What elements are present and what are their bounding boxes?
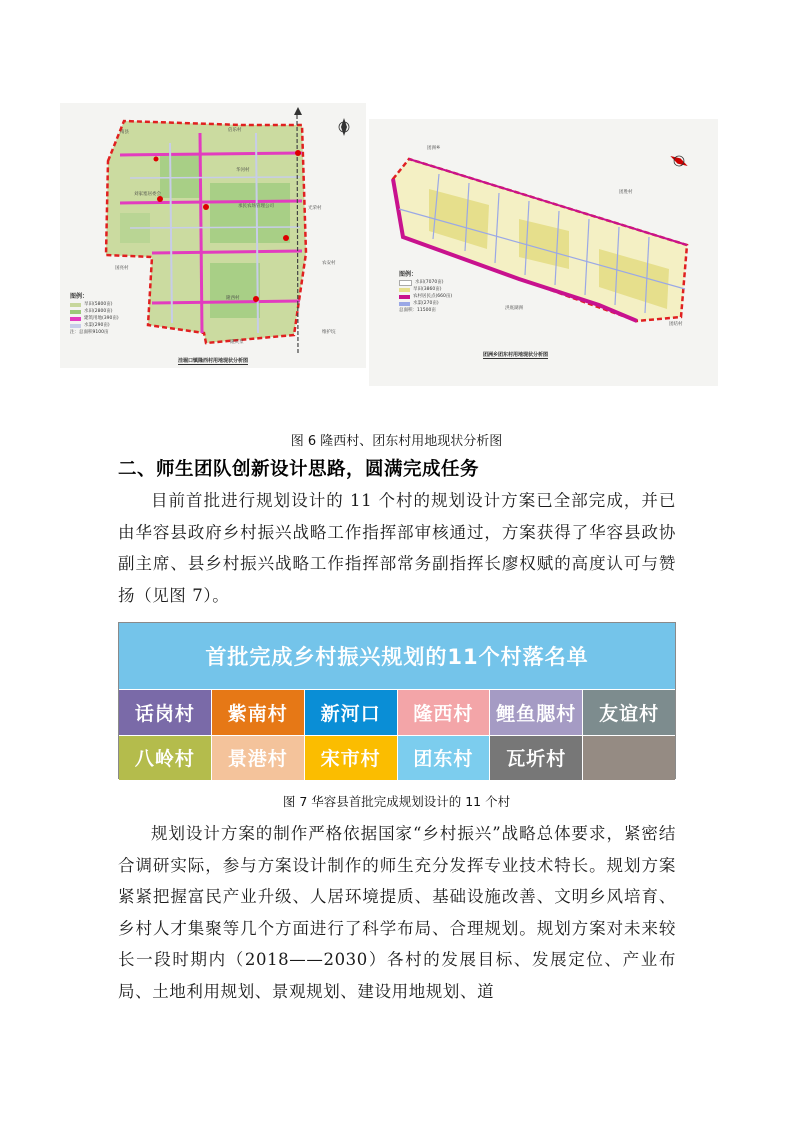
village-cell: 新河口 xyxy=(305,690,397,735)
legend-title: 图例： xyxy=(399,271,418,278)
longxi-land-use-map xyxy=(60,103,366,368)
north-arrow-icon xyxy=(339,118,349,136)
paragraph-1: 目前首批进行规划设计的 11 个村的规划设计方案已全部完成，并已由华容县政府乡村振兴战略工作指挥部审核通过，方案获得了华容县政协副主席、县乡村振兴战略工作指挥部常务副指挥长廖权赋的高度认可与赞扬（见图 7）。 xyxy=(118,491,676,605)
paragraph-2: 规划设计方案的制作严格依据国家“乡村振兴”战略总体要求，紧密结合调研实际，参与方案设计制作的师生充分发挥专业技术特长。规划方案紧紧把握富民产业升级、人居环境提质、基础设施改善、文明乡风培育、乡村人才集聚等几个方面进行了科学布局、合理规划。规划方案对未来较长一段时期内（2018——2030）各村的发展目标、发展定位、产业布局、土地利用规划、景观规划、建设用地规划、道 xyxy=(118,824,676,1001)
legend-item xyxy=(399,293,452,300)
tuandong-map-drawing xyxy=(369,119,718,386)
legend-label: 水渠(270亩) xyxy=(413,301,439,306)
figure-7-caption: 图 7 华容县首批完成规划设计的 11 个村 xyxy=(282,794,511,809)
map-label-guoliang: 国亮村 xyxy=(115,266,129,271)
map-label-nongan: 农安村 xyxy=(322,261,336,266)
legend-label: 建筑用地(390亩) xyxy=(84,316,119,321)
legend-note: 总面积：11500亩 xyxy=(399,308,436,313)
legend-item xyxy=(70,301,119,308)
legend-item xyxy=(399,300,452,307)
tuandong-land-use-map xyxy=(369,119,718,386)
legend-swatch xyxy=(399,295,410,299)
legend-swatch xyxy=(70,317,81,321)
empty-cell xyxy=(583,736,675,781)
legend-label: 水田(7070亩) xyxy=(415,280,444,285)
village-cell: 友谊村 xyxy=(583,690,675,735)
legend-item xyxy=(70,322,119,329)
tuandong-map-title: 团洲乡团东村用地现状分析图 xyxy=(483,352,549,358)
legend-item xyxy=(70,308,119,315)
legend-label: 水渠(290亩) xyxy=(84,323,110,328)
legend-label: 旱田(5800亩) xyxy=(84,302,113,307)
village-cell: 景港村 xyxy=(212,736,304,781)
tuandong-legend xyxy=(399,271,452,314)
legend-swatch xyxy=(70,303,81,307)
legend-item xyxy=(399,279,452,286)
map-label-chengmin: 承民农场管理公司 xyxy=(238,204,274,209)
village-table-title: 首批完成乡村振兴规划的11个村落名单 xyxy=(119,623,675,689)
legend-swatch xyxy=(399,280,412,286)
village-cell: 团东村 xyxy=(398,736,490,781)
north-arrow-icon xyxy=(668,152,690,171)
legend-swatch xyxy=(399,288,410,292)
legend-swatch xyxy=(70,324,81,328)
legend-label: 旱田(3860亩) xyxy=(413,287,442,292)
longxi-map-title: 洼堀口镇隆西村用地现状分析图 xyxy=(178,358,249,364)
village-cell: 八岭村 xyxy=(119,736,211,781)
legend-item xyxy=(70,315,119,322)
map-label-weihu: 维护垸 xyxy=(322,330,336,335)
legend-label: 水田(2800亩) xyxy=(84,309,113,314)
map-label-longqing: 隆庆泵 xyxy=(230,340,244,345)
map-label-tuanjie: 团结村 xyxy=(669,322,683,327)
legend-note: 注：总面积9100亩 xyxy=(70,330,109,335)
map-label-hongdi: 洪底湖洲 xyxy=(505,306,523,311)
legend-label: 农村居民点(660亩) xyxy=(413,294,453,299)
map-label-huahe: 华河村 xyxy=(236,168,250,173)
figure-6-caption: 图 6 隆西村、团东村用地现状分析图 xyxy=(290,434,503,449)
map-label-liujiasai: 刘家塞居委会 xyxy=(134,192,161,197)
village-cell: 话岗村 xyxy=(119,690,211,735)
map-label-longxi: 隆西村 xyxy=(226,296,240,301)
map-label-guangrong: 光荣村 xyxy=(308,206,322,211)
village-cell: 鲤鱼腮村 xyxy=(490,690,582,735)
map-label-tuansheng: 团胜村 xyxy=(619,190,633,195)
village-cell: 紫南村 xyxy=(212,690,304,735)
map-label-beile: 倍乐村 xyxy=(228,128,242,133)
village-cell: 隆西村 xyxy=(398,690,490,735)
village-grid xyxy=(119,689,675,780)
section-heading: 二、师生团队创新设计思路，圆满完成任务 xyxy=(118,459,480,480)
map-label-nanxian: 南县 xyxy=(120,130,129,135)
legend-swatch xyxy=(399,302,410,306)
village-cell: 宋市村 xyxy=(305,736,397,781)
village-cell: 瓦圻村 xyxy=(490,736,582,781)
legend-item xyxy=(399,286,452,293)
map-label-tuanzhou: 团洲乡 xyxy=(427,146,441,151)
village-list-table xyxy=(118,622,676,779)
legend-title: 图例： xyxy=(70,293,89,300)
legend-swatch xyxy=(70,310,81,314)
longxi-legend xyxy=(70,293,119,336)
